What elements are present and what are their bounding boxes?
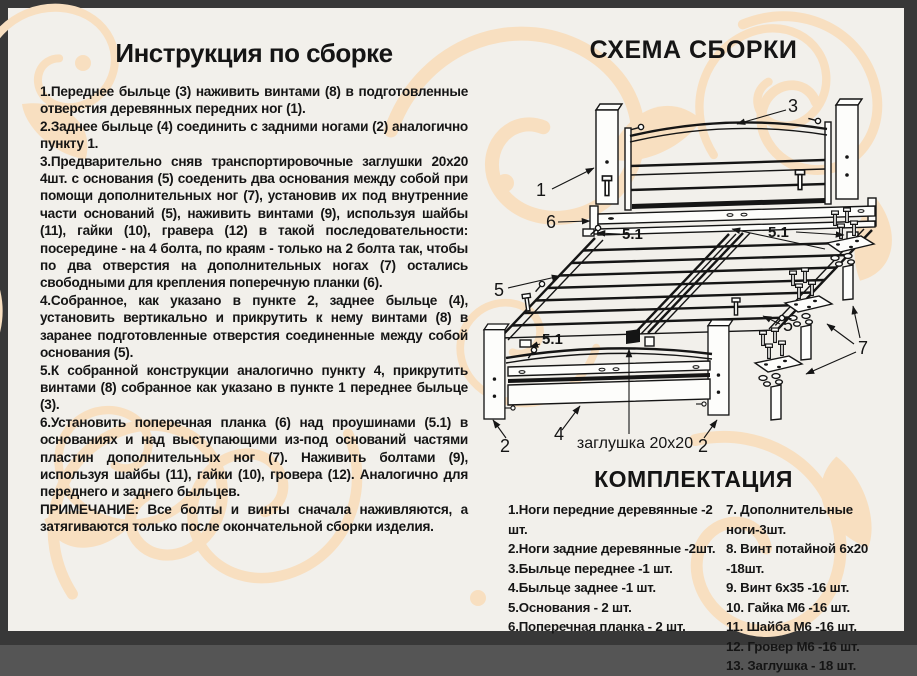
callout-2-right: 2 [698, 436, 709, 456]
callout-7: 7 [858, 338, 869, 358]
part-item-2: 2.Ноги задние деревянные -2шт. [508, 541, 716, 556]
page-content [8, 8, 904, 673]
instruction-step-5: 5.К собранной конструкции аналогично пункту 4, прикрутить винтами (8) собранное как указано в пункте 1 переднее быльце (3). [40, 362, 468, 413]
parts-list-right [726, 500, 908, 676]
diagram-title: СХЕМА СБОРКИ [589, 36, 798, 64]
assembly-diagram [480, 86, 910, 461]
callout-1: 1 [536, 180, 547, 200]
callout-3: 3 [788, 96, 799, 116]
part-item-9: 9. Винт 6х35 -16 шт. [726, 580, 850, 595]
instruction-page [8, 8, 904, 673]
parts-title: КОМПЛЕКТАЦИЯ [594, 466, 793, 492]
part-item-11: 11. Шайба М6 -16 шт. [726, 619, 857, 634]
instruction-step-1: 1.Переднее быльце (3) наживить винтами (8) в подготовленные отверстия деревянных передних ног (1). [40, 84, 468, 117]
instruction-note: ПРИМЕЧАНИЕ: Все болты и винты сначала наживляются, а затягиваются только после окончательной сборки изделия. [40, 501, 468, 535]
part-item-12: 12. Гровер М6 -16 шт. [726, 638, 860, 654]
part-item-1: 1.Ноги передние деревянные -2 шт. [508, 502, 713, 537]
callout-6: 6 [546, 212, 557, 232]
instruction-step-3: 3.Предварительно сняв транспортировочные заглушки 20х20 4шт. с основания (5) соеденить два основания между собой при помощи дополнительных ног (7), установив их под внутренние части оснований (5), наживить винтами (9), используя шайбы (11), гайки (10), гравера (12) в такой последовательности: посередине - на 4 болта, по краям - только на 2 болта так, чтобы по два отверстия на дополнительных ногах (7) остались свободными для крепления поперечную планки (6). [40, 153, 468, 291]
callout-2-left: 2 [500, 436, 511, 456]
parts-list [508, 500, 908, 676]
plug-label: заглушка 20х20 [576, 435, 694, 452]
instruction-step-6: 6.Установить поперечная планка (6) над проушинами (5.1) в основаниях и над выступающими из-под оснований частями пластин дополнительных ног (7). Наживить болтами (9), используя шайбы (11), гайки (10), гровера (12). Аналогично для переднего и заднего быльцев. [40, 414, 468, 500]
part-item-8: 8. Винт потайной 6х20 -18шт. [726, 541, 869, 576]
page-title: Инструкция по сборке [115, 38, 393, 68]
part-item-5: 5.Основания - 2 шт. [508, 599, 632, 615]
part-item-4: 4.Быльце заднее -1 шт. [508, 580, 656, 595]
part-item-10: 10. Гайка М6 -16 шт. [726, 599, 851, 615]
diagram-panel [470, 8, 917, 673]
part-item-7: 7. Дополнительные ноги-3шт. [726, 502, 853, 537]
callout-5-right: 5 [783, 315, 794, 335]
part-item-3: 3.Быльце переднее -1 шт. [508, 560, 673, 576]
callout-5-left: 5 [494, 280, 505, 300]
callout-5-1-b: 5.1 [768, 224, 789, 241]
callout-5-1-a: 5.1 [622, 226, 643, 243]
instructions-panel [40, 38, 468, 536]
part-item-13: 13. Заглушка - 18 шт. [726, 658, 857, 673]
callout-4: 4 [554, 424, 565, 444]
parts-list-left [508, 500, 726, 676]
instruction-step-4: 4.Собранное, как указано в пункте 2, заднее быльце (4), установить вертикально и прикрутить к нему винтами (8) в заранее подготовленные отверстия соединенные между собой основания (5). [40, 292, 468, 361]
instruction-step-2: 2.Заднее быльце (4) соединить с задними ногами (2) аналогично пункту 1. [40, 118, 468, 152]
callout-5-1-c: 5.1 [542, 331, 563, 348]
part-item-6: 6.Поперечная планка - 2 шт. [508, 619, 686, 634]
